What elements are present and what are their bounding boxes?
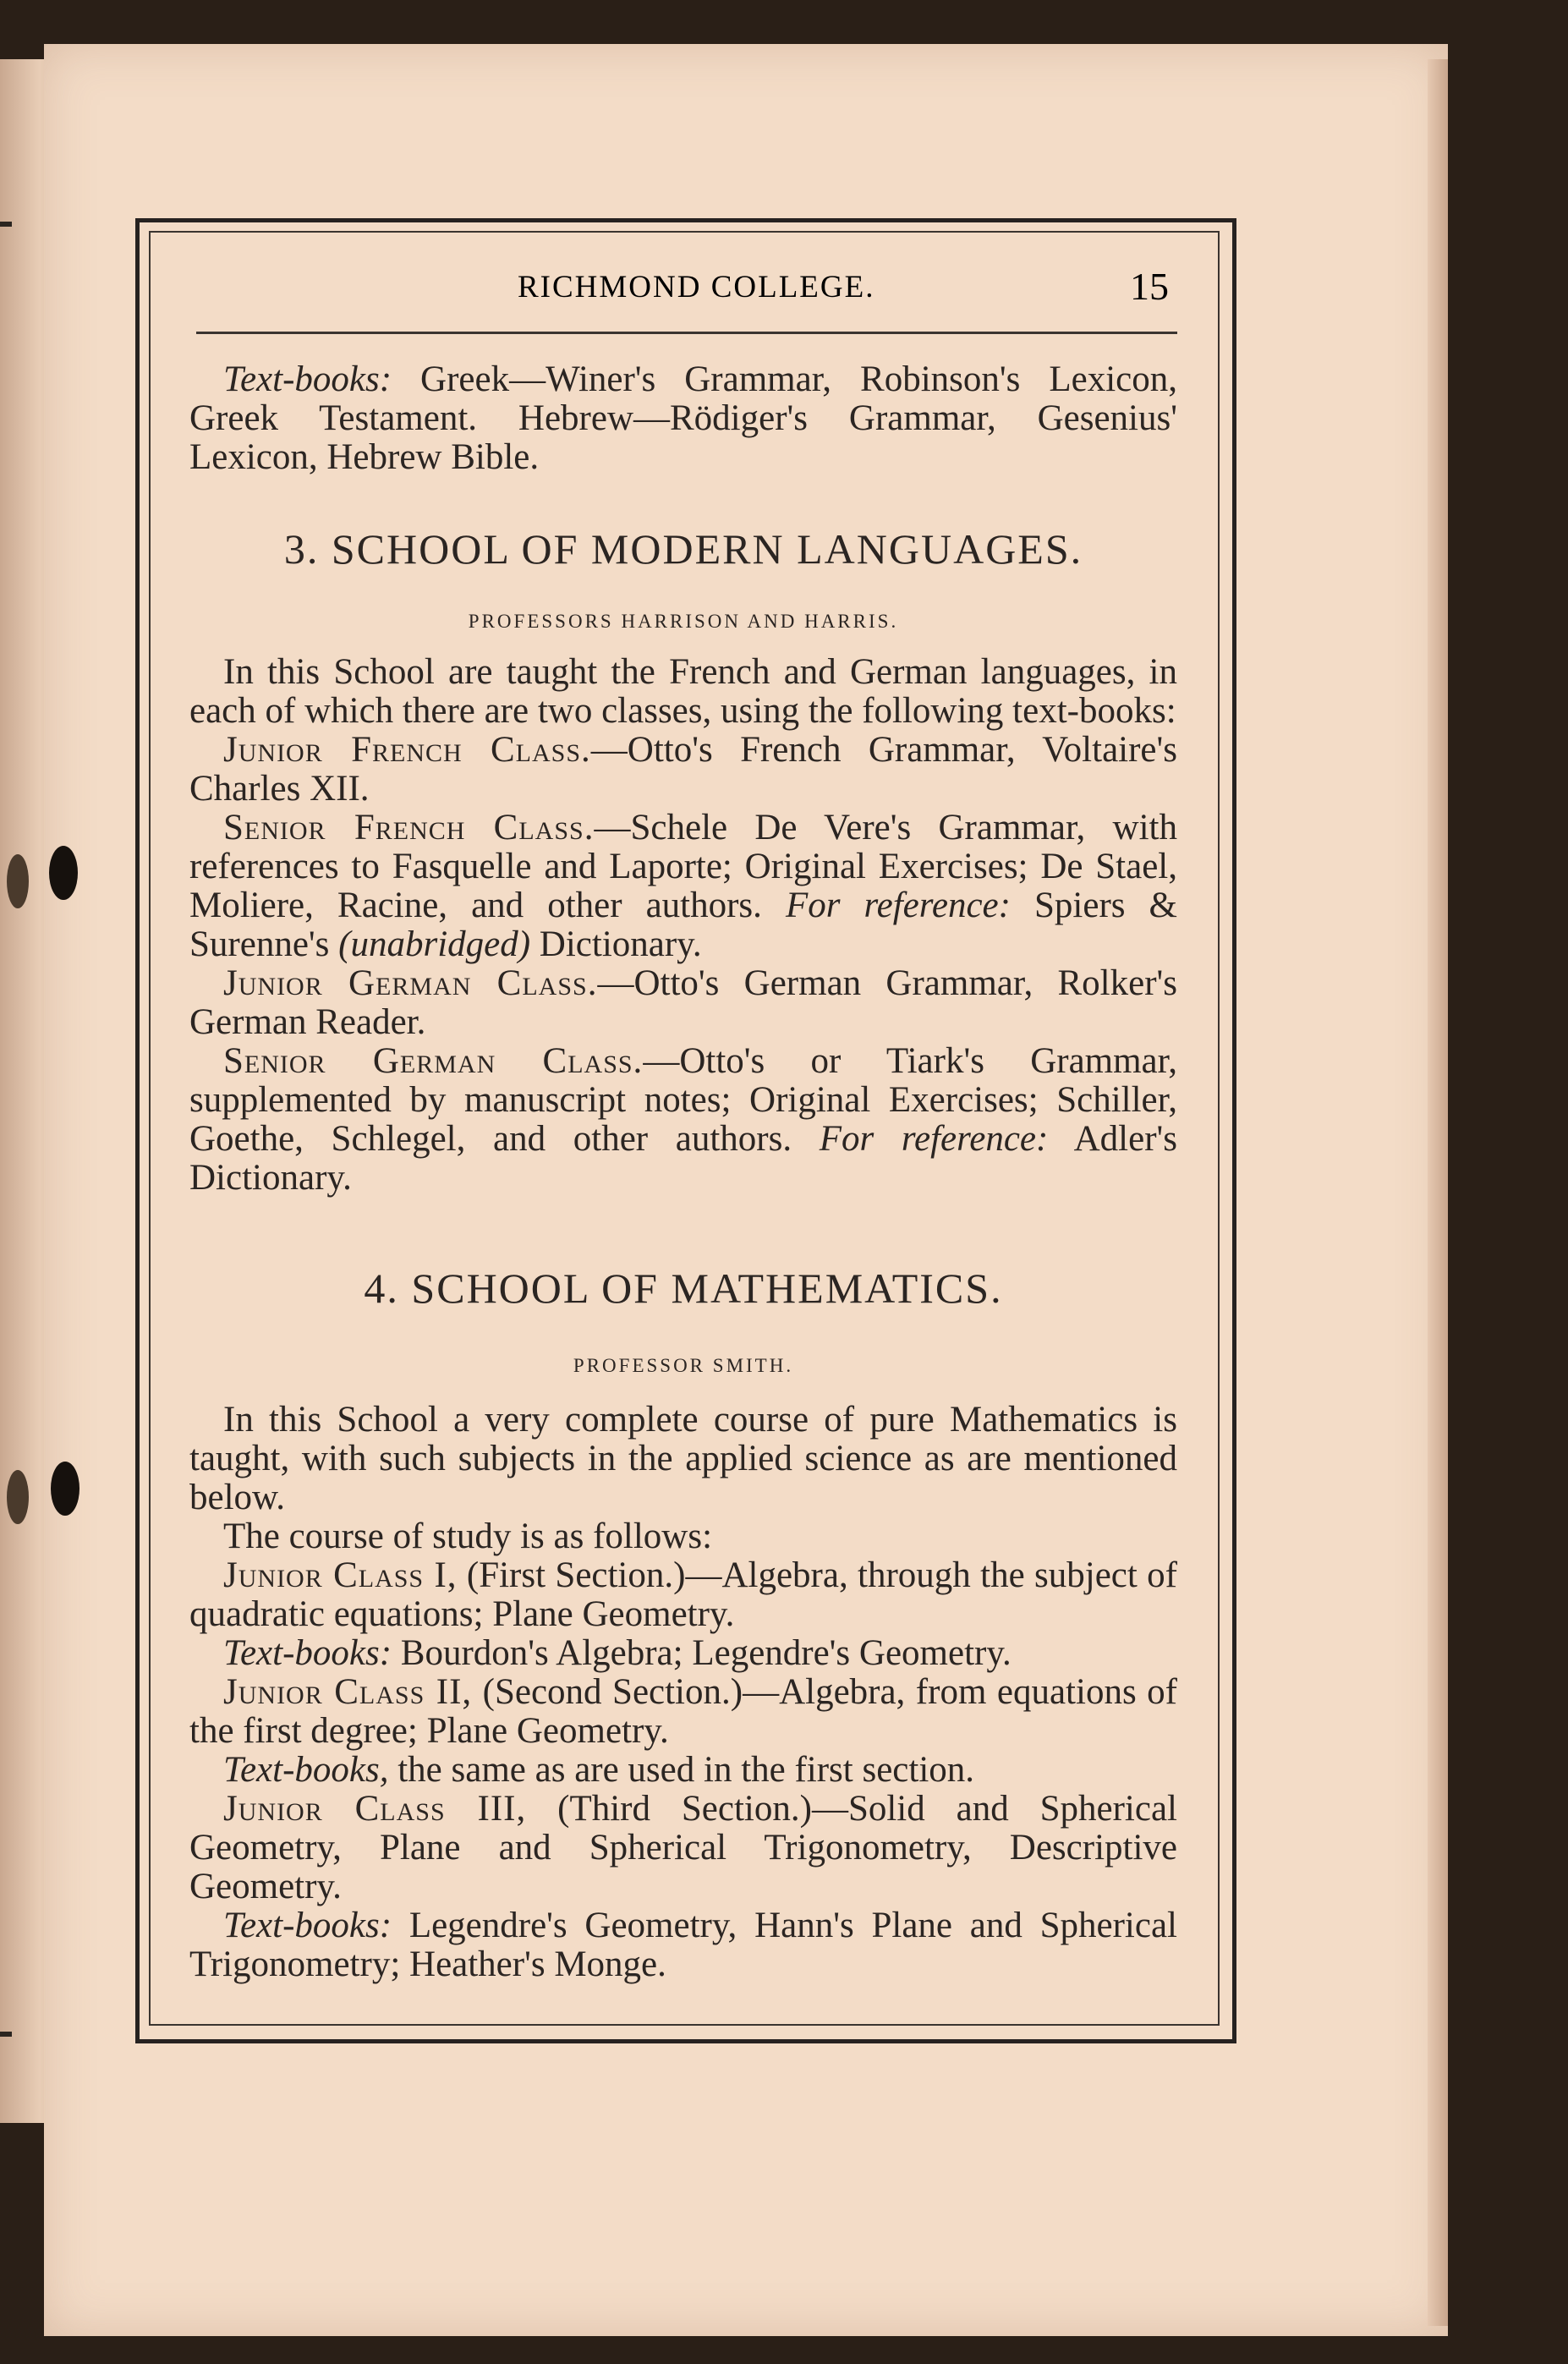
senior-french-text: —Schele De Vere's Grammar, with references to Fasquelle and Laporte; Original Exercises; De Stael, Moliere, Racine, and other authors. — [189, 808, 1177, 925]
header-rule — [196, 332, 1177, 334]
page-edge — [1428, 59, 1448, 2326]
junior-class-3 — [189, 1790, 1177, 1906]
section-4-professor: PROFESSOR SMITH. — [573, 1355, 794, 1376]
unabridged-note: (unabridged) — [338, 924, 531, 964]
intro-text: Greek—Winer's Grammar, Robinson's Lexicon, Greek Testament. Hebrew—Rödiger's Grammar, Gesenius' Lexicon, Hebrew Bible. — [189, 359, 1177, 477]
class-3-books-label: Text-books: — [223, 1906, 392, 1945]
senior-french-label: Senior French Class. — [223, 808, 595, 847]
class-2-textbooks — [189, 1751, 1177, 1790]
class-1-textbooks — [189, 1634, 1177, 1673]
class-3-textbooks — [189, 1906, 1177, 1984]
binding-hole-shadow — [7, 854, 29, 908]
junior-french-label: Junior French Class. — [223, 730, 591, 770]
junior-german-text: —Otto's German Grammar, Rolker's German Reader. — [189, 963, 1178, 1042]
junior-french-class — [189, 731, 1177, 809]
course-line: The course of study is as follows: — [223, 1517, 713, 1556]
binding-hole — [49, 846, 78, 900]
running-header — [189, 265, 1177, 320]
section-4-professor-block — [189, 1347, 1177, 1385]
class-2-books-text: the same as are used in the first section. — [388, 1750, 975, 1790]
class-1-text: (First Section.)—Algebra, through the subject of quadratic equations; Plane Geometry. — [189, 1555, 1177, 1634]
junior-german-label: Junior German Class. — [223, 963, 598, 1003]
section-3-professors: PROFESSORS HARRISON AND HARRIS. — [468, 611, 899, 632]
running-title: RICHMOND COLLEGE. — [518, 270, 875, 304]
senior-german-ref-text: Adler's Dictionary. — [189, 1119, 1177, 1198]
class-3-books-text: Legendre's Geometry, Hann's Plane and Spherical Trigonometry; Heather's Monge. — [189, 1906, 1177, 1984]
binding-hole — [51, 1462, 79, 1516]
class-3-text: (Third Section.)—Solid and Spherical Geometry, Plane and Spherical Trigonometry, Descriptive Geometry. — [189, 1789, 1177, 1906]
section-4-heading-block — [189, 1264, 1177, 1312]
section-3-intro: In this School are taught the French and German languages, in each of which there are two classes, using the following text-books: — [189, 652, 1177, 731]
binding-hole-shadow — [7, 1470, 29, 1524]
class-1-label: Junior Class I, — [223, 1555, 458, 1595]
senior-french-class — [189, 809, 1177, 964]
textbooks-label: Text-books: — [223, 359, 392, 399]
section-3-heading-block — [189, 525, 1177, 573]
section-3-professors-block — [189, 602, 1177, 641]
intro-paragraph — [189, 360, 1177, 477]
section-4-body — [189, 1401, 1177, 1984]
senior-german-label: Senior German Class. — [223, 1041, 644, 1081]
class-2-label: Junior Class II, — [223, 1672, 473, 1712]
senior-german-class — [189, 1042, 1177, 1198]
senior-french-ref-label: For reference: — [785, 886, 1011, 925]
section-4-intro: In this School a very complete course of pure Mathematics is taught, with such subjects in the applied science as are mentioned below. — [189, 1400, 1177, 1517]
intro-block — [189, 360, 1177, 477]
senior-french-ref-text: Spiers & Surenne's — [189, 886, 1177, 964]
class-3-label: Junior Class III, — [223, 1789, 527, 1829]
facing-page-rule — [0, 2032, 12, 2037]
senior-german-ref-label: For reference: — [819, 1119, 1049, 1159]
class-1-books-text: Bourdon's Algebra; Legendre's Geometry. — [392, 1633, 1012, 1673]
junior-class-2 — [189, 1673, 1177, 1751]
page-number: 15 — [1130, 265, 1169, 308]
section-3-title: 3. SCHOOL OF MODERN LANGUAGES. — [283, 525, 1083, 573]
junior-german-class — [189, 964, 1177, 1042]
junior-class-1 — [189, 1556, 1177, 1634]
junior-french-text: —Otto's French Grammar, Voltaire's Charles XII. — [189, 730, 1177, 809]
class-2-books-label: Text-books, — [223, 1750, 389, 1790]
section-4-title: 4. SCHOOL OF MATHEMATICS. — [364, 1264, 1003, 1312]
senior-german-text: —Otto's or Tiark's Grammar, supplemented by manuscript notes; Original Exercises; Schiller, Goethe, Schlegel, and other authors. — [189, 1041, 1177, 1159]
class-2-text: (Second Section.)—Algebra, from equations of the first degree; Plane Geometry. — [189, 1672, 1177, 1751]
section-3-body — [189, 653, 1177, 1198]
class-1-books-label: Text-books: — [223, 1633, 392, 1673]
facing-page-rule — [0, 222, 12, 227]
senior-french-end: Dictionary. — [530, 924, 702, 964]
